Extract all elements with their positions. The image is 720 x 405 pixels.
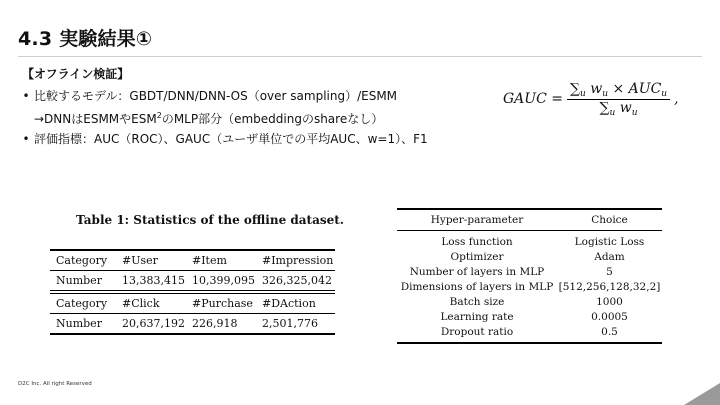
table-cell: Batch size (449, 295, 505, 308)
corner-decoration (684, 383, 720, 405)
table-cell: Optimizer (450, 250, 504, 263)
bullet-item (18, 129, 498, 149)
table-cell: 0.5 (601, 325, 618, 338)
bullet-sub-text-post: のMLP部分（embeddingのshareなし） (161, 112, 384, 126)
table-cell: Logistic Loss (574, 235, 645, 248)
table-row (397, 279, 662, 294)
table-cell: 10,399,095 (192, 274, 255, 287)
table-row (397, 249, 662, 264)
table-row (397, 234, 662, 249)
table-cell: #Impression (262, 254, 334, 267)
table-cell: Loss function (441, 235, 513, 248)
bullet-item (18, 86, 498, 106)
bullet-dot-icon: • (22, 132, 30, 146)
table-cell: Category (56, 297, 108, 310)
table-rule (50, 333, 335, 335)
table-cell: Dropout ratio (440, 325, 514, 338)
bullet-sub-superscript: 2 (156, 111, 162, 120)
gauc-formula (503, 76, 679, 122)
table-cell: #DAction (262, 297, 316, 310)
table1-caption: Table 1: Statistics of the offline dataset. (76, 213, 344, 227)
table-cell: Number (56, 274, 102, 287)
table-cell: Dimensions of layers in MLP (400, 280, 554, 293)
table-cell: Learning rate (440, 310, 514, 323)
table-cell: 20,637,192 (122, 317, 185, 330)
table-cell: #User (122, 254, 158, 267)
formula-denominator: $\sum_u$ $w_u$ (599, 99, 638, 118)
formula-fraction (567, 81, 670, 118)
table-cell: 326,325,042 (262, 274, 332, 287)
table-cell: 2,501,776 (262, 317, 318, 330)
table-row (397, 264, 662, 279)
section-subheading: 【オフライン検証】 (22, 67, 130, 81)
formula-trailing-comma: , (674, 91, 679, 107)
table-cell: Category (56, 254, 108, 267)
table-cell: 226,918 (192, 317, 238, 330)
table-header-row (50, 251, 335, 270)
table-cell: Number of layers in MLP (409, 265, 545, 278)
bullet-dot-icon: • (22, 89, 30, 103)
copyright-footer: D2C Inc. All right Reserved (18, 381, 92, 387)
table-cell: Hyper-parameter (430, 214, 524, 226)
table-cell: #Click (122, 297, 160, 310)
table-row (397, 324, 662, 339)
table-cell: 5 (606, 265, 613, 278)
bullet-text-metrics: 評価指標：AUC（ROC）、GAUC（ユーザ単位での平均AUC、w=1）、F1 (34, 132, 428, 146)
dataset-statistics-table (50, 249, 335, 335)
table-cell: 13,383,415 (122, 274, 185, 287)
hyperparameter-table (397, 208, 662, 344)
title-divider (18, 56, 702, 57)
table-row (397, 294, 662, 309)
table-header-row (397, 210, 662, 230)
table-cell: 0.0005 (591, 310, 628, 323)
formula-numerator: $\sum_u$ $w_u \times AUC_u$ (570, 80, 668, 99)
slide-title: 4.3 実験結果① (18, 28, 153, 50)
table-cell: Adam (594, 250, 625, 263)
table-cell: Choice (591, 214, 628, 226)
table-cell: [512,256,128,32,2] (558, 280, 661, 293)
table-cell: Number (56, 317, 102, 330)
table-cell: #Item (192, 254, 227, 267)
table-row (50, 271, 335, 290)
bullet-subline (18, 106, 498, 129)
table-row (50, 314, 335, 333)
bullet-text-models: 比較するモデル：GBDT/DNN/DNN-OS（over sampling）/ESMM (34, 89, 398, 103)
bullet-sub-text-pre: →DNNはESMMやESM (34, 112, 157, 126)
table-cell: #Purchase (192, 297, 253, 310)
table-rule (397, 342, 662, 344)
table-header-row (50, 294, 335, 313)
bullet-list (18, 86, 498, 149)
table-row (397, 309, 662, 324)
formula-lhs: GAUC = (503, 91, 563, 107)
table-cell: 1000 (596, 295, 623, 308)
